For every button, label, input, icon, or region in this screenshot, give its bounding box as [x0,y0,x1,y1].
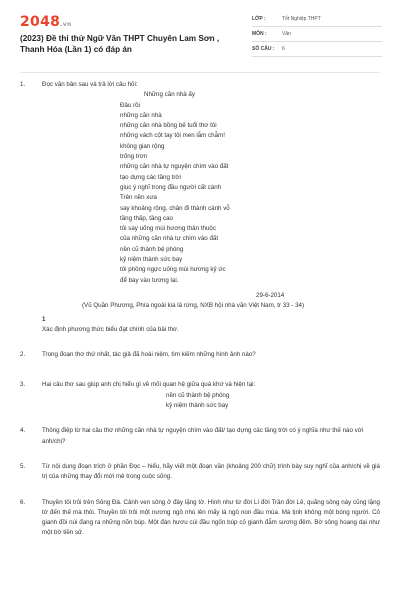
poem-line: tầng thấp, tầng cao [120,214,173,222]
poem-line: nền cũ thành bệ phóng [120,245,184,253]
question-3 [20,380,380,411]
logo-suffix: .vn [60,21,72,28]
exam-content [20,80,380,539]
meta-value: 6 [282,46,285,52]
poem-body [120,101,380,286]
poem-line: những căn nhà [120,111,162,119]
exam-title: (2023) Đề thi thử Ngữ Văn THPT Chuyên Lam Sơn , Thanh Hóa (Lần 1) có đáp án [20,34,220,54]
question-4 [20,426,380,447]
meta-value: Văn [282,31,291,37]
question-text: Thông điệp từ hai câu thơ những căn nhà tự nguyện chìm vào đất/ tạo dựng các tầng trời có ý nghĩa như thế nào với anh/chị? [42,427,364,445]
poem-line: Trên nền xưa [120,194,157,202]
question-number: 6. [20,498,26,506]
question-number: 4. [20,427,26,435]
meta-label: SỐ CÂU : [252,46,275,52]
exam-meta [252,12,382,57]
logo-main: 2048 [20,14,61,30]
meta-label: MÔN : [252,31,267,37]
meta-label: LỚP : [252,16,266,22]
page-header [0,0,400,72]
question-text: Trong đoạn thơ thứ nhất, tác giả đã hoài niệm, tìm kiếm những hình ảnh nào? [42,351,256,359]
meta-row-count [252,42,382,57]
header-divider [20,72,380,73]
poem-source: (Vũ Quần Phương, Phía ngoài kia là rừng, NXB hội nhà văn Việt Nam, tr 33 - 34) [82,302,305,310]
meta-row-subject [252,27,382,42]
poem-line: kỷ niệm thành sức bay [120,256,183,264]
poem-line: giục ý nghĩ trong đầu người cất cánh [120,183,222,191]
quote-line: kỷ niệm thành sức bay [166,402,229,410]
poem-line: của những căn nhà tự chìm vào đất [120,235,219,243]
poem-line: để bay vào tương lai. [120,276,179,284]
sub-question-number: 1 [42,315,46,323]
meta-row-class [252,12,382,27]
poem-title: Những căn nhà ấy [144,91,195,99]
question-number: 1. [20,81,26,88]
poem-date: 29-6-2014 [256,291,285,299]
question-2 [20,350,380,360]
poem-line: tạo dựng các tầng trời [120,173,181,181]
meta-value: Tốt Nghiệp THPT [282,16,321,22]
question-text: Đọc văn bản sau và trả lời câu hỏi: [42,81,138,88]
poem-line: không gian rộng [120,142,165,150]
poem-line: trống trơn [120,153,148,161]
sub-question-text: Xác định phương thức biểu đạt chính của bài thơ. [42,325,179,333]
quote-line: nền cũ thành bệ phóng [166,391,230,399]
question-number: 3. [20,381,26,389]
poem-line: Đâu rồi [120,101,140,109]
question-text: Hai câu thơ sau giúp anh chị hiểu gì về mối quan hệ giữa quá khứ và hiện tại: [42,381,256,389]
site-logo[interactable] [20,14,72,30]
question-1 [20,80,380,335]
question-text: Thuyền tôi trôi trên Sông Đà. Cảnh ven sông ở đây lặng tờ. Hình như từ đời Lí đời Trần đời Lê, quãng sông này cũng lặng tờ đến thế mà thôi. Thuyền tôi trôi một nương ngô nhú lên mấy lá ngô non đầu mùa. Mà tịnh không một bóng người. Cỏ gianh đồi núi đang ra những nõn búp. Một đàn hươu cúi đầu ngốn búp cỏ gianh đẫm sương đêm. Bờ sông hoang dại như một bờ tiền sử. [42,498,380,537]
question-6 [20,498,380,539]
poem-line: những căn nhà bồng bế tuổi thơ tôi [120,122,217,130]
poem-line: những căn nhà tự nguyện chìm vào đất [120,163,229,171]
poem-line: tôi say uống mùi hương thân thuộc [120,225,216,233]
poem-line: những vách cột tay tôi men lẫm chẫm! [120,132,225,140]
question-number: 5. [20,462,26,470]
question-number: 2. [20,351,26,359]
poem-line: tôi phồng ngực uống mùi hương kỷ ức [120,266,226,274]
poem-line: say khoảng rộng, chân đi thành cánh vỗ [120,204,230,212]
question-text: Từ nội dung đoạn trích ở phần Đọc – hiểu, hãy viết một đoạn văn (khoảng 200 chữ) trình bày suy nghĩ của anh/chị về giá trị của những thay đổi mới mẻ trong cuộc sống. [42,462,380,481]
question-5 [20,462,380,483]
